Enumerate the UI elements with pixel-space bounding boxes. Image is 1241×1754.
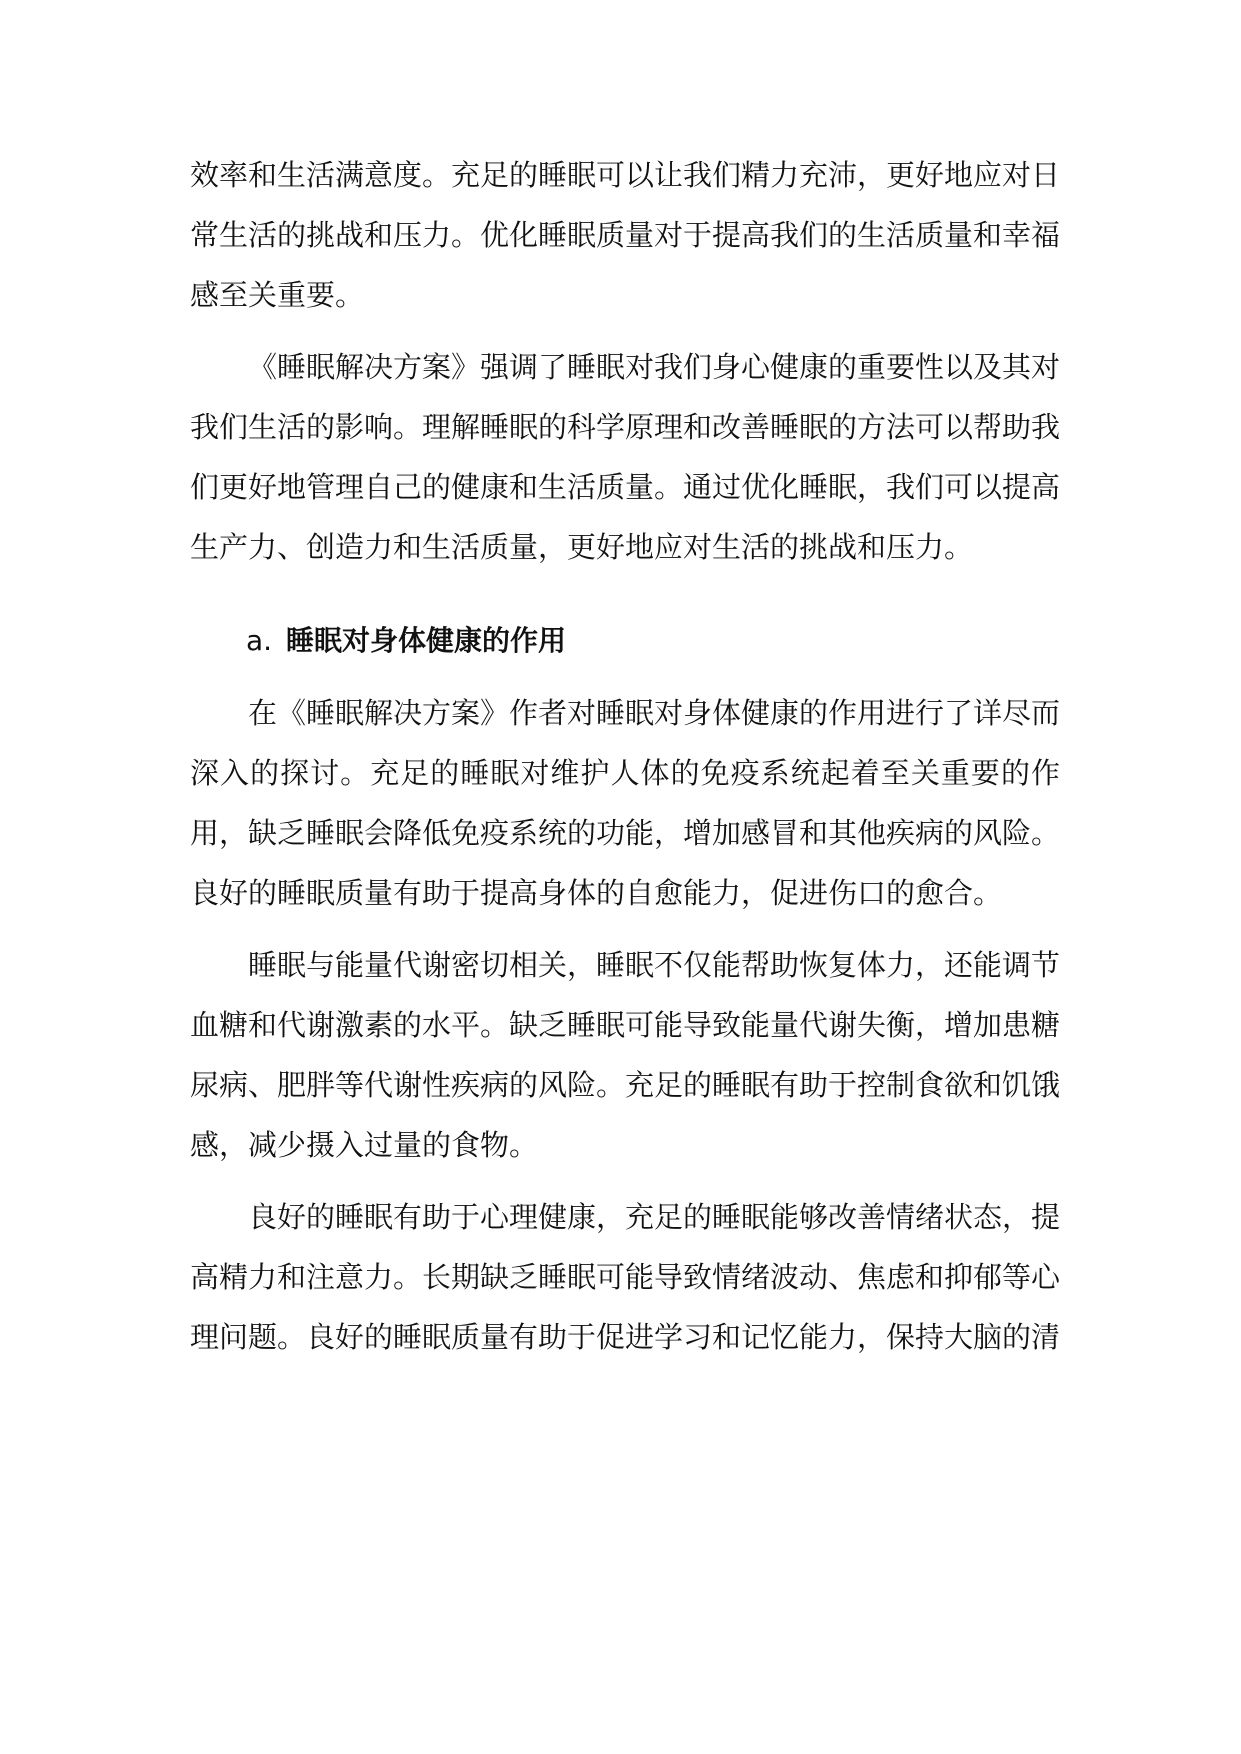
paragraph-2: 《睡眠解决方案》强调了睡眠对我们身心健康的重要性以及其对我们生活的影响。理解睡眠的科学原理和改善睡眠的方法可以帮助我们更好地管理自己的健康和生活质量。通过优化睡眠，我们可以提高生产力、创造力和生活质量，更好地应对生活的挑战和压力。 — [190, 350, 1061, 564]
document-body — [190, 145, 1060, 1367]
section-heading — [190, 611, 1060, 671]
paragraph-4: 睡眠与能量代谢密切相关，睡眠不仅能帮助恢复体力，还能调节血糖和代谢激素的水平。缺乏睡眠可能导致能量代谢失衡，增加患糖尿病、肥胖等代谢性疾病的风险。充足的睡眠有助于控制食欲和饥饿感，减少摄入过量的食物。 — [190, 948, 1061, 1162]
paragraph-5: 良好的睡眠有助于心理健康，充足的睡眠能够改善情绪状态，提高精力和注意力。长期缺乏睡眠可能导致情绪波动、焦虑和抑郁等心理问题。良好的睡眠质量有助于促进学习和记忆能力，保持大脑的清 — [190, 1200, 1061, 1354]
paragraph-3: 在《睡眠解决方案》作者对睡眠对身体健康的作用进行了详尽而深入的探讨。充足的睡眠对维护人体的免疫系统起着至关重要的作用，缺乏睡眠会降低免疫系统的功能，增加感冒和其他疾病的风险。良好的睡眠质量有助于提高身体的自愈能力，促进伤口的愈合。 — [190, 696, 1061, 910]
section-marker: a. — [246, 624, 273, 657]
paragraph-1: 效率和生活满意度。充足的睡眠可以让我们精力充沛，更好地应对日常生活的挑战和压力。优化睡眠质量对于提高我们的生活质量和幸福感至关重要。 — [190, 158, 1061, 312]
section-title: 睡眠对身体健康的作用 — [286, 624, 567, 657]
